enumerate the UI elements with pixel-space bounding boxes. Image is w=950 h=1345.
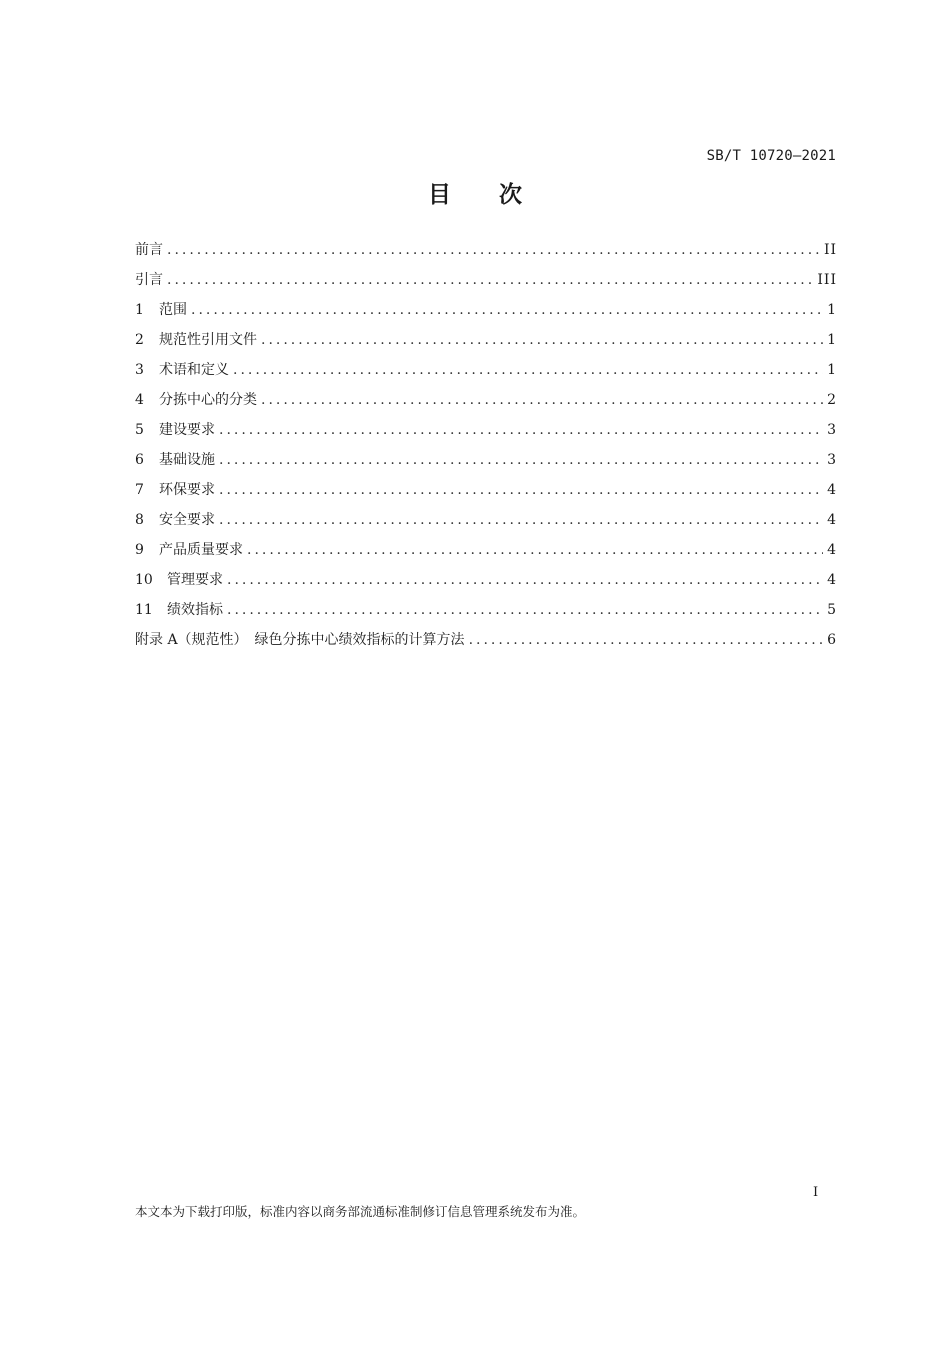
document-code: SB/T 10720—2021 [706, 148, 836, 164]
toc-entry-page: 4 [827, 542, 837, 558]
toc-entry-8[interactable] [135, 509, 837, 539]
toc-entry-page: 1 [827, 362, 837, 378]
toc-entry-page: 6 [827, 632, 837, 648]
toc-entry-number: 5 [135, 422, 144, 438]
toc-entry-appendix-a[interactable] [135, 629, 837, 659]
toc-entry-1[interactable] [135, 299, 837, 329]
toc-entry-page: 3 [827, 422, 837, 438]
toc-entry-5[interactable] [135, 419, 837, 449]
toc-leader-dots [167, 242, 820, 258]
toc-entry-page: 3 [827, 452, 837, 468]
toc-entry-label: 术语和定义 [159, 362, 229, 378]
toc-entry-number: 4 [135, 392, 144, 408]
toc-entry-number: 10 [135, 572, 153, 588]
toc-leader-dots [219, 512, 823, 528]
toc-entry-label: 基础设施 [159, 452, 215, 468]
toc-entry-label: 环保要求 [159, 482, 215, 498]
toc-leader-dots [167, 272, 813, 288]
toc-entry-label: 前言 [135, 242, 163, 258]
toc-entry-11[interactable] [135, 599, 837, 629]
toc-entry-label: 规范性引用文件 [159, 332, 257, 348]
toc-entry-introduction[interactable] [135, 269, 837, 299]
toc-entry-page: 4 [827, 482, 837, 498]
toc-entry-page: 2 [827, 392, 837, 408]
toc-entry-number: 6 [135, 452, 144, 468]
toc-entry-number: 8 [135, 512, 144, 528]
toc-entry-label: 建设要求 [159, 422, 215, 438]
toc-entry-label: 分拣中心的分类 [159, 392, 257, 408]
toc-entry-label: 附录 A（规范性） 绿色分拣中心绩效指标的计算方法 [135, 632, 465, 648]
toc-leader-dots [261, 332, 823, 348]
toc-entry-10[interactable] [135, 569, 837, 599]
toc-leader-dots [219, 452, 823, 468]
footer-note: 本文本为下载打印版，标准内容以商务部流通标准制修订信息管理系统发布为准。 [135, 1204, 586, 1219]
toc-entry-number: 2 [135, 332, 144, 348]
toc-leader-dots [261, 392, 823, 408]
toc-entry-label: 管理要求 [167, 572, 223, 588]
toc-entry-page: 1 [827, 332, 837, 348]
toc-entry-4[interactable] [135, 389, 837, 419]
toc-entry-number: 9 [135, 542, 144, 558]
toc-entry-number: 1 [135, 302, 144, 318]
toc-entry-label: 安全要求 [159, 512, 215, 528]
toc-entry-page: 5 [827, 602, 837, 618]
toc-entry-number: 11 [135, 602, 153, 618]
toc-leader-dots [219, 422, 823, 438]
toc-entry-9[interactable] [135, 539, 837, 569]
toc-entry-label: 引言 [135, 272, 163, 288]
toc-entry-label: 范围 [159, 302, 187, 318]
toc-entry-6[interactable] [135, 449, 837, 479]
toc-entry-page: 4 [827, 512, 837, 528]
toc-leader-dots [227, 572, 823, 588]
toc-leader-dots [233, 362, 823, 378]
toc-entry-label: 绩效指标 [167, 602, 223, 618]
toc-entry-2[interactable] [135, 329, 837, 359]
toc-entry-number: 7 [135, 482, 144, 498]
toc-leader-dots [191, 302, 823, 318]
toc-leader-dots [219, 482, 823, 498]
toc-entry-page: II [823, 242, 837, 258]
toc-entry-7[interactable] [135, 479, 837, 509]
toc-entry-number: 3 [135, 362, 144, 378]
toc-entry-page: 1 [827, 302, 837, 318]
toc-leader-dots [227, 602, 823, 618]
page-title: 目次 [428, 182, 570, 208]
toc-entry-page: 4 [827, 572, 837, 588]
toc-leader-dots [247, 542, 823, 558]
toc-leader-dots [469, 632, 823, 648]
page-number: I [813, 1185, 819, 1200]
toc-entry-page: III [817, 272, 837, 288]
toc-entry-label: 产品质量要求 [159, 542, 243, 558]
table-of-contents [135, 239, 837, 659]
toc-entry-foreword[interactable] [135, 239, 837, 269]
toc-entry-3[interactable] [135, 359, 837, 389]
